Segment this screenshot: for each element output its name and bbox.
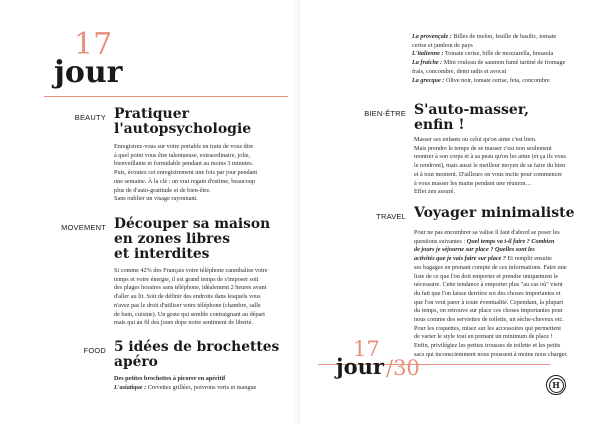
body-line: de bain, cuisine). Un geste qui semble contraignant au départ bbox=[114, 310, 266, 318]
food-item-name: L'asiatique : bbox=[114, 383, 147, 391]
movement-title-line: en zones libres bbox=[114, 230, 230, 247]
body-line: nous comme des serviettes de toilette, un sèche-cheveux etc. bbox=[414, 316, 564, 324]
body-line: du fait que l'on laisse derrière soi des choses importantes et bbox=[414, 289, 561, 297]
movement-title bbox=[114, 217, 270, 262]
brand-badge-letter: H bbox=[549, 378, 564, 393]
food-item-name: La provençale : bbox=[412, 33, 452, 40]
movement-body bbox=[114, 267, 296, 328]
travel-question: Quel temps va t-il faire ? Combien bbox=[466, 237, 555, 245]
beauty-title-line: l'autopsychologie bbox=[114, 121, 252, 138]
section-label-beauty: BEAUTY bbox=[74, 113, 106, 122]
body-line: d'aller au lit. Soit de définir des endroits dans lesquels vous bbox=[114, 293, 261, 301]
body-line: que l'on veut parer à toute éventualité. Cependant, la plupart bbox=[414, 298, 564, 306]
body-line: à quel point vous être talentueuse, extraordinaire, jolie, bbox=[114, 151, 251, 159]
body-line: questions suivantes : bbox=[414, 237, 467, 245]
body-line: n'avez pas le droit d'utiliser votre téléphone (chambre, salle bbox=[114, 301, 261, 309]
beauty-title-line: Pratiquer bbox=[114, 106, 190, 122]
section-label-movement: MOVEMENT bbox=[61, 223, 106, 232]
food-item-text: cerise et jambon de pays bbox=[412, 41, 473, 49]
travel-question: de jours je séjourne sur place ? Quelles sont les bbox=[414, 246, 535, 254]
body-line: montrer à son corps et à sa peau qu'on les aime (et ça ils vous bbox=[414, 153, 566, 161]
food-item-text: Crevettes grillées, poivrons verts et mangue bbox=[146, 383, 257, 391]
body-line: Pour ne pas encombrer sa valise il faut d'abord se poser les bbox=[414, 229, 560, 236]
food-item-name: La grecque : bbox=[412, 76, 445, 84]
body-line: et à tout moment. D'ailleurs on vous incite pour commencer bbox=[414, 170, 563, 178]
body-line: Effet zen assuré. bbox=[414, 188, 455, 196]
body-line: Enfin, privilégiez les petites trousses de toilette et les petits bbox=[414, 342, 561, 350]
wellbeing-body bbox=[414, 136, 594, 197]
body-line: de varier le style tout en prenant un minimum de place ! bbox=[414, 333, 553, 341]
body-line: plus de d'auto-gratitude et de bien-être. bbox=[114, 186, 211, 194]
body-line: Sans oublier un visage rayonnant. bbox=[114, 195, 198, 203]
body-line: mais qui au fil des jours dope notre sentiment de liberté. bbox=[114, 319, 254, 327]
movement-title-line: et interdites bbox=[114, 245, 210, 262]
food-item-text: Tomate cerise, bille de mozzarella, bresaola bbox=[443, 50, 554, 58]
body-line: Mais prendre le temps de se masser c'est non seulement bbox=[414, 144, 552, 152]
day-number: 17 bbox=[74, 27, 113, 62]
travel-body bbox=[414, 229, 596, 360]
section-label-food: FOOD bbox=[83, 346, 106, 355]
food-item-name: L'italienne : bbox=[412, 50, 444, 58]
body-line: à vous masser les mains pendant une réunion… bbox=[414, 179, 532, 187]
movement-title-line: Découper sa maison bbox=[114, 216, 271, 232]
body-line: du temps, on retrouve sur place ces choses importantes pour bbox=[414, 307, 563, 315]
body-line: liste de ce que l'on doit emporter et prendre uniquement le bbox=[414, 272, 559, 280]
section-label-wellbeing: BIEN-ÊTRE bbox=[364, 109, 406, 118]
body-line: sacs qui inconsciemment nous poussent à moins nous charger. bbox=[414, 350, 568, 358]
body-line: Enregistrez-vous sur votre portable en train de vous dire bbox=[114, 143, 254, 150]
food-list-continued bbox=[412, 33, 582, 85]
body-line: Pour les coquettes, misez sur les accessoires qui permettent bbox=[414, 324, 561, 332]
food-item-text: Mini rouleau de saumon fumé tartiné de fromage bbox=[442, 59, 566, 67]
food-title bbox=[114, 340, 279, 370]
brand-badge-icon bbox=[546, 375, 566, 395]
footer-day-total: /30 bbox=[386, 356, 420, 380]
body-line: Et remplir ensuite bbox=[505, 255, 552, 263]
food-body bbox=[114, 375, 296, 392]
body-line: temps et votre énergie, il est grand temps de s'imposer soit bbox=[114, 275, 259, 283]
day-word: jour bbox=[54, 55, 123, 90]
wellbeing-title-line: enfin ! bbox=[414, 117, 465, 134]
body-line: bienveillante et formidable pendant au moins 3 minutes. bbox=[114, 160, 254, 168]
travel-title bbox=[414, 206, 574, 221]
body-line: Si comme 42% des Français votre téléphone cannibalise votre bbox=[114, 267, 268, 274]
food-title-line: apéro bbox=[114, 353, 158, 370]
wellbeing-title bbox=[414, 103, 529, 133]
body-line: des plages horaires sans téléphone, idéalement 2 heures avant bbox=[114, 284, 267, 292]
body-line: le rendront), mais aussi le meilleur moyen de se faire du bien bbox=[414, 162, 566, 170]
food-item-name: La fraîche : bbox=[412, 59, 443, 67]
travel-title-line: Voyager minimaliste bbox=[414, 205, 575, 221]
beauty-title bbox=[114, 107, 251, 137]
section-label-travel: TRAVEL bbox=[376, 212, 406, 221]
body-line: une semaine. À la clé : un vrai regain d'estime, beaucoup bbox=[114, 177, 255, 185]
food-item-text: Billes de melon, feuille de basilic, tomate bbox=[451, 33, 557, 40]
footer-day-number: 17 bbox=[353, 337, 380, 361]
header-rule bbox=[44, 96, 288, 97]
food-title-line: 5 idées de brochettes bbox=[114, 339, 280, 355]
beauty-body bbox=[114, 143, 294, 204]
travel-question: activités que je vais faire sur place ? bbox=[414, 255, 506, 263]
footer-day-word: jour bbox=[336, 354, 384, 379]
food-subtitle: Des petites brochettes à picorer en apéritif bbox=[114, 375, 226, 382]
food-item-text: Olive noir, tomate cerise, feta, concombre bbox=[444, 76, 550, 84]
body-line: Masser ses enfants ou celui qu'on aime c'est bien. bbox=[414, 136, 537, 143]
body-line: Puis, écoutez cet enregistrement une fois par jour pendant bbox=[114, 169, 258, 177]
body-line: ses bagages en prenant compte de ces informations. Faire une bbox=[414, 263, 567, 271]
wellbeing-title-line: S'auto-masser, bbox=[414, 102, 530, 118]
food-item-text: frais, concombre, demi radis et avocat bbox=[412, 67, 507, 75]
body-line: nécessaire. Cette tendance à emporter plus "au cas où" vient bbox=[414, 281, 563, 289]
